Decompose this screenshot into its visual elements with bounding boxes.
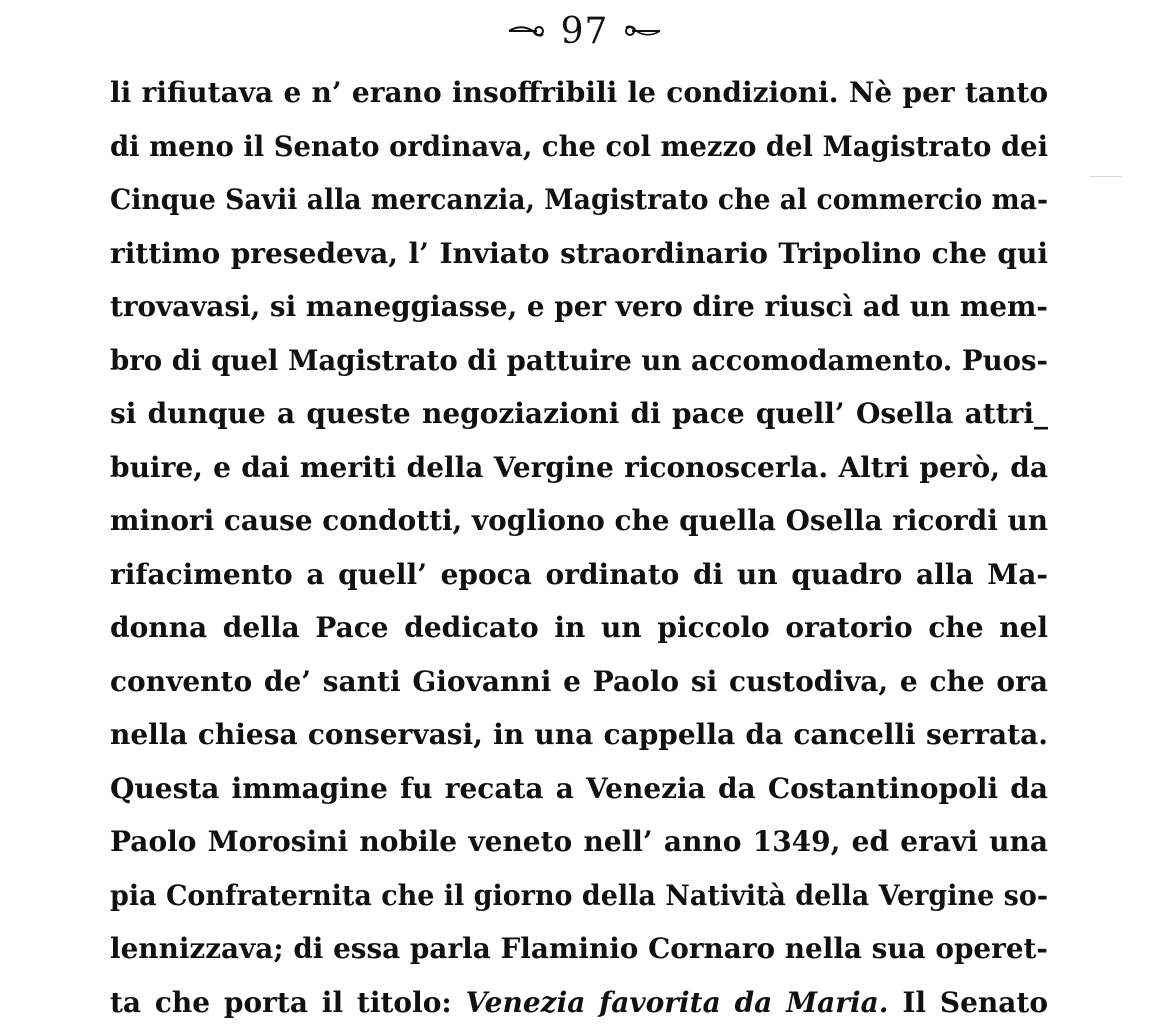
text-line: rittimo presedeva, l’ Inviato straordinario Tripolino che qui [110,227,1048,281]
text-line: buire, e dai meriti della Vergine riconoscerla. Altri però, da [110,441,1048,495]
book-title: Venezia favorita da Maria. [466,986,889,1019]
text-line: rifacimento a quell’ epoca ordinato di un quadro alla Ma- [110,548,1048,602]
margin-mark [1090,176,1122,177]
text-line: pia Confraternita che il giorno della Natività della Vergine so- [110,869,1048,923]
text-line: bro di quel Magistrato di pattuire un accomodamento. Puos- [110,334,1048,388]
text-line: di meno il Senato ordinava, che col mezzo del Magistrato dei [110,120,1048,174]
page-number: 97 [561,11,609,52]
text-line: lennizzava; di essa parla Flaminio Cornaro nella sua operet- [110,922,1048,976]
last-line-before: ta che porta il titolo: [110,986,452,1019]
body-text [110,66,1048,1029]
text-line: li rifiutava e n’ erano insoffribili le condizioni. Nè per tanto [110,66,1048,120]
last-line-after: Il Senato [902,986,1048,1019]
text-line-last [110,976,1048,1029]
page-header [0,8,1169,54]
flourish-right-icon [622,22,662,40]
text-line: minori cause condotti, vogliono che quella Osella ricordi un [110,494,1048,548]
text-line: nella chiesa conservasi, in una cappella da cancelli serrata. [110,708,1048,762]
text-line: Questa immagine fu recata a Venezia da Costantinopoli da [110,762,1048,816]
text-line: si dunque a queste negoziazioni di pace quell’ Osella attri_ [110,387,1048,441]
text-line: trovavasi, si maneggiasse, e per vero dire riuscì ad un mem- [110,280,1048,334]
flourish-left-icon [507,22,547,40]
text-line: Paolo Morosini nobile veneto nell’ anno 1349, ed eravi una [110,815,1048,869]
text-line: Cinque Savii alla mercanzia, Magistrato che al commercio ma- [110,173,1048,227]
text-line: donna della Pace dedicato in un piccolo oratorio che nel [110,601,1048,655]
text-line: convento de’ santi Giovanni e Paolo si custodiva, e che ora [110,655,1048,709]
